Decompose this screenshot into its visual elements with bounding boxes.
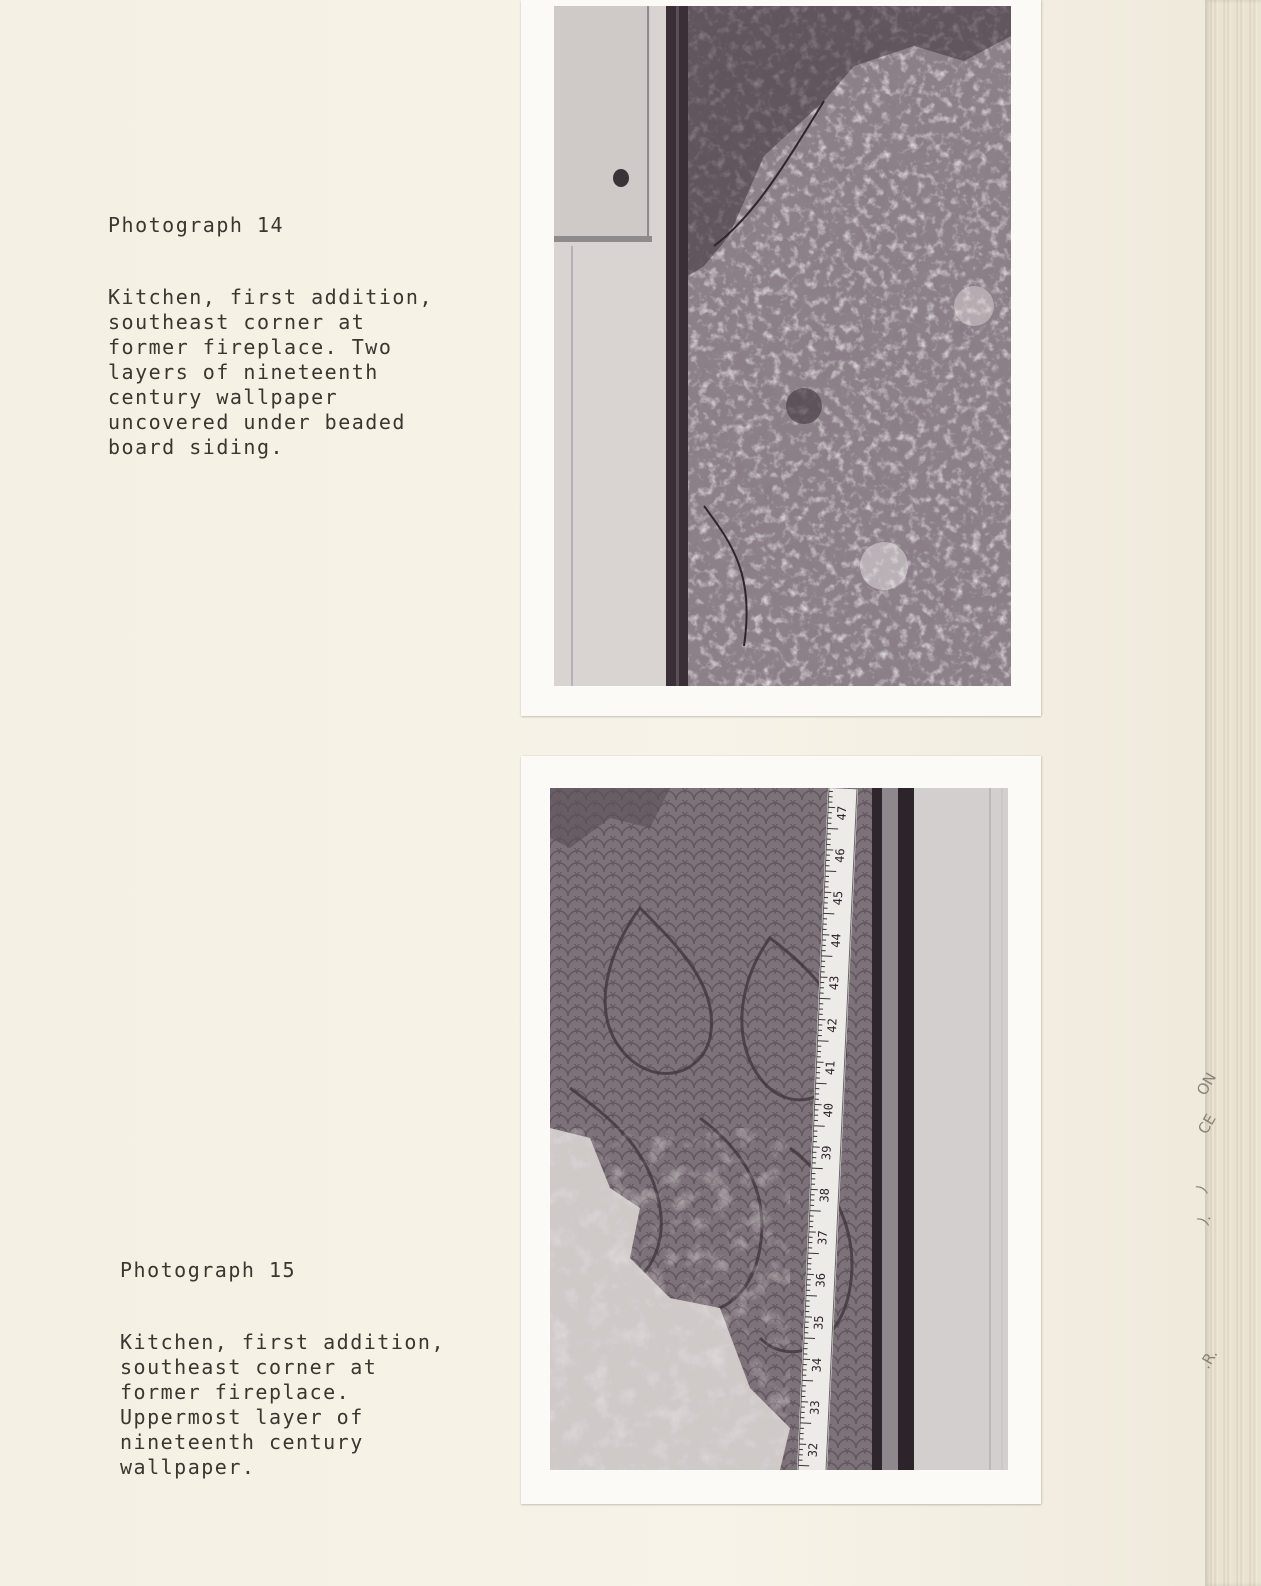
tape-measure-mark: 40 [821, 1102, 836, 1118]
tape-measure-mark: 44 [828, 932, 844, 949]
tape-measure-mark: 32 [805, 1442, 821, 1458]
margin-scrawl-3: ) [1192, 1181, 1212, 1197]
photograph-14-caption-block [108, 188, 433, 485]
tape-measure-mark: 43 [826, 975, 842, 991]
photograph-14-title: Photograph 14 [108, 213, 285, 237]
tape-measure-mark: 37 [815, 1230, 830, 1246]
tape-measure-mark: 39 [819, 1145, 834, 1161]
tape-measure-mark: 42 [824, 1017, 840, 1033]
margin-scrawl-2: CE [1194, 1110, 1220, 1138]
tape-measure-mark: 47 [834, 805, 850, 821]
margin-scrawl-1: ON [1192, 1069, 1221, 1099]
photograph-14-caption: Kitchen, first addition, southeast corner at former fireplace. Two layers of nineteenth century wallpaper uncovered under beaded board siding. [108, 285, 433, 459]
photograph-15-image [550, 788, 1008, 1470]
binder-page-edges [1192, 0, 1261, 1586]
margin-scrawl-5: .R. [1196, 1346, 1222, 1372]
tape-measure-mark: 38 [817, 1187, 832, 1203]
margin-scrawl-4: ). [1193, 1209, 1215, 1229]
tape-measure-mark: 46 [832, 848, 848, 864]
photograph-15-mount [521, 756, 1041, 1504]
photograph-15-caption: Kitchen, first addition, southeast corner at former fireplace. Uppermost layer of nineteenth century wallpaper. [120, 1330, 445, 1479]
tape-measure-mark: 33 [807, 1400, 823, 1416]
tape-measure-mark: 45 [830, 890, 846, 906]
photograph-14-mount [521, 0, 1041, 716]
tape-measure-mark: 35 [811, 1315, 827, 1331]
tape-measure-mark: 34 [809, 1357, 825, 1373]
photograph-14-image [554, 6, 1011, 686]
tape-measure-mark: 36 [813, 1272, 828, 1288]
tape-measure-mark: 41 [822, 1060, 838, 1076]
photograph-15-title: Photograph 15 [120, 1258, 297, 1282]
photograph-15-caption-block [120, 1233, 445, 1505]
